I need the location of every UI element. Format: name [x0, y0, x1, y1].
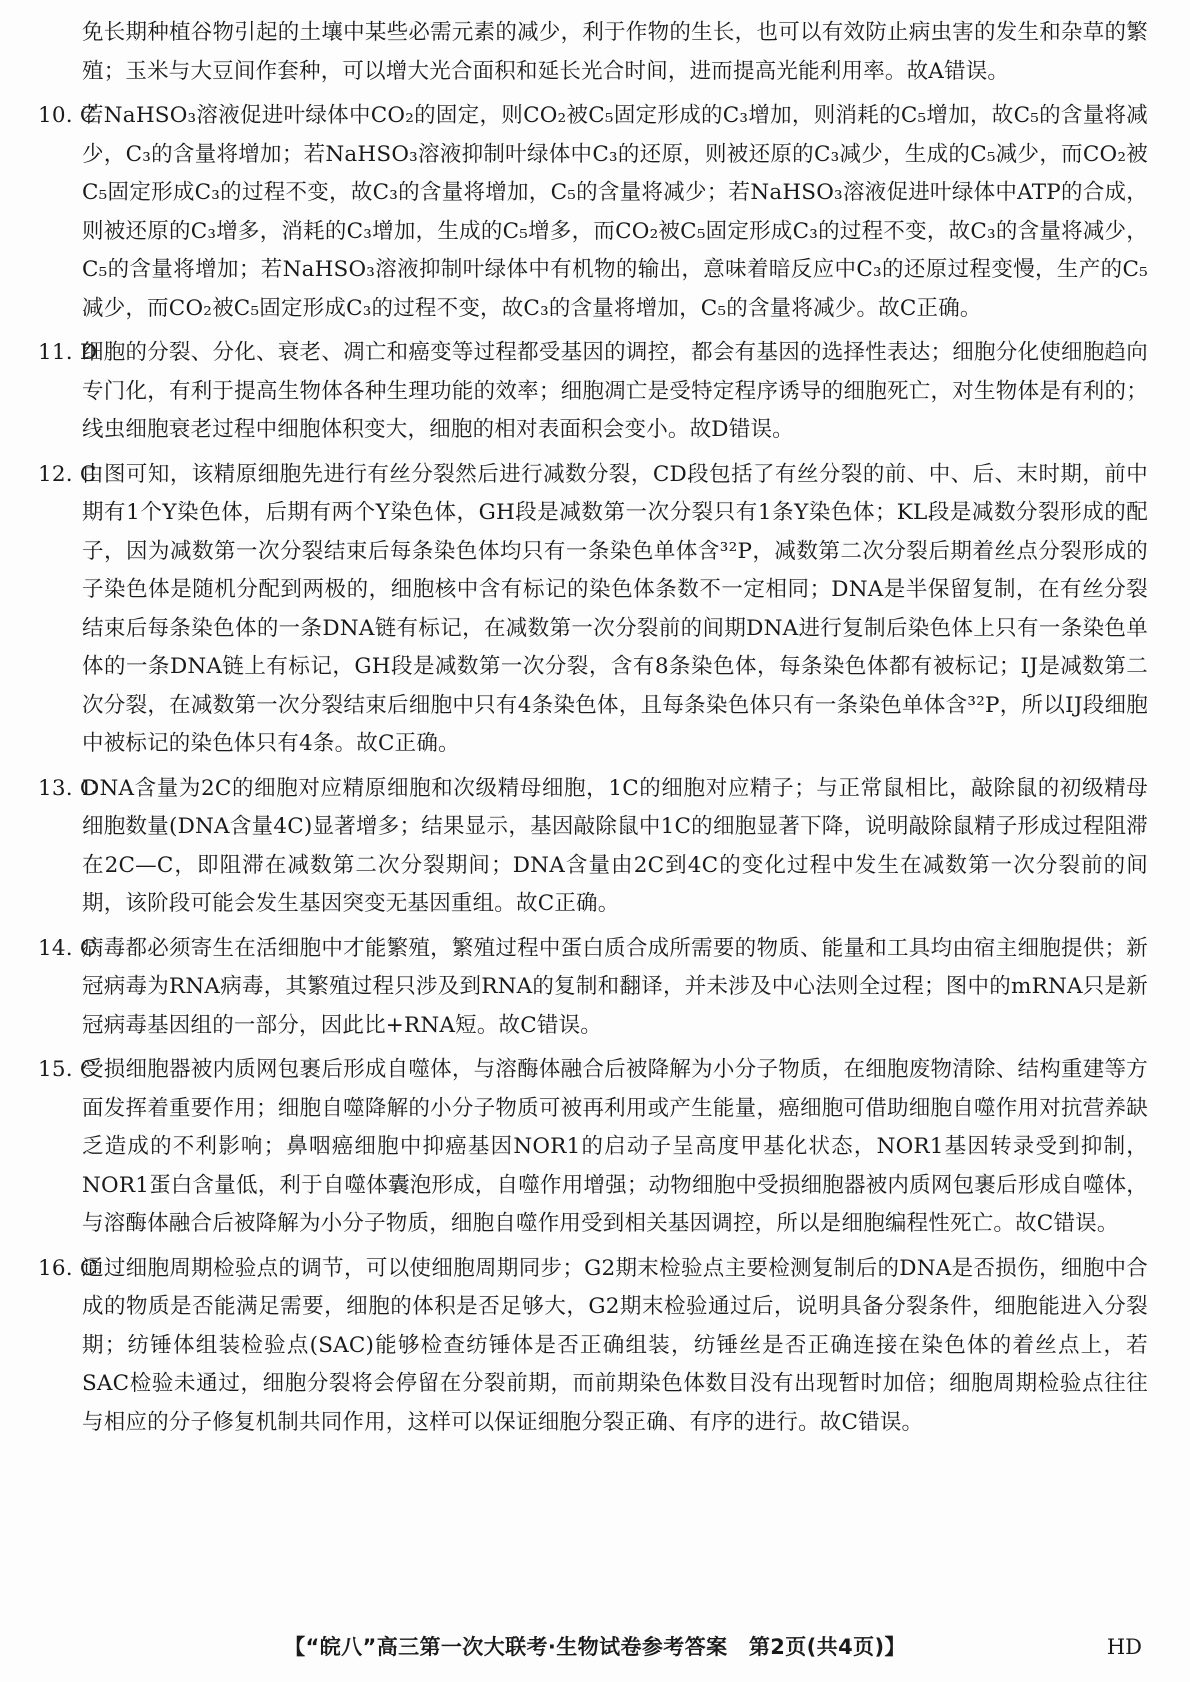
- answer-block: [38, 456, 1148, 764]
- answer-label: 12. C: [38, 461, 97, 487]
- footer-title: 【“皖八”高三第一次大联考·生物试卷参考答案 第2页(共4页)】: [284, 1635, 906, 1659]
- answer-block: [38, 334, 1148, 450]
- answer-label: 14. C: [38, 935, 97, 961]
- answer-block: [38, 97, 1148, 328]
- answer-item-14: [38, 930, 1148, 1046]
- answer-item-16: [38, 1250, 1148, 1443]
- answer-item-11: [38, 334, 1148, 450]
- continued-paragraph: 免长期种植谷物引起的土壤中某些必需元素的减少，利于作物的生长，也可以有效防止病虫害的发生和杂草的繁殖；玉米与大豆间作套种，可以增大光合面积和延长光合时间，进而提高光能利用率。故A错误。: [82, 20, 1148, 84]
- answer-label: 11. D: [38, 340, 98, 365]
- answer-label: 10. C: [38, 103, 97, 128]
- answer-text: 细胞的分裂、分化、衰老、凋亡和癌变等过程都受基因的调控，都会有基因的选择性表达；细胞分化使细胞趋向专门化，有利于提高生物体各种生理功能的效率；细胞凋亡是受特定程序诱导的细胞死亡，对生物体是有利的；线虫细胞衰老过程中细胞体积变大，细胞的相对表面积会变小。故D错误。: [82, 340, 1148, 442]
- answer-item-13: [38, 770, 1148, 924]
- answer-text: 通过细胞周期检验点的调节，可以使细胞周期同步；G2期末检验点主要检测复制后的DNA是否损伤，细胞中合成的物质是否能满足需要，细胞的体积是否足够大，G2期末检验通过后，说明具备分裂条件，细胞能进入分裂期；纺锤体组装检验点(SAC)能够检查纺锤体是否正确组装，纺锤丝是否正确连接在染色体的着丝点上，若SAC检验未通过，细胞分裂将会停留在分裂前期，而前期染色体数目没有出现暂时加倍；细胞周期检验点往往与相应的分子修复机制共同作用，这样可以保证细胞分裂正确、有序的进行。故C错误。: [82, 1255, 1148, 1435]
- answer-text: 由图可知，该精原细胞先进行有丝分裂然后进行减数分裂，CD段包括了有丝分裂的前、中、后、末时期，前中期有1个Y染色体，后期有两个Y染色体，GH段是减数第一次分裂只有1条Y染色体；KL段是减数分裂形成的配子，因为减数第一次分裂结束后每条染色体均只有一条染色单体含³²P，减数第二次分裂后期着丝点分裂形成的子染色体是随机分配到两极的，细胞核中含有标记的染色体条数不一定相同；DNA是半保留复制，在有丝分裂结束后每条染色体的一条DNA链有标记，在减数第一次分裂前的间期DNA进行复制后染色体上只有一条染色单体的一条DNA链上有标记，GH段是减数第一次分裂，含有8条染色体，每条染色体都有被标记；IJ是减数第二次分裂，在减数第一次分裂结束后细胞中只有4条染色体，且每条染色体只有一条染色单体含³²P，所以IJ段细胞中被标记的染色体只有4条。故C正确。: [82, 461, 1148, 756]
- footer-code: HD: [1106, 1635, 1142, 1659]
- answer-text: 若NaHSO₃溶液促进叶绿体中CO₂的固定，则CO₂被C₅固定形成的C₃增加，则消耗的C₅增加，故C₅的含量将减少，C₃的含量将增加；若NaHSO₃溶液抑制叶绿体中C₃的还原，则被还原的C₃减少，生成的C₅减少，而CO₂被C₅固定形成C₃的过程不变，故C₃的含量将增加，C₅的含量将减少；若NaHSO₃溶液促进叶绿体中ATP的合成，则被还原的C₃增多，消耗的C₃增加，生成的C₅增多，而CO₂被C₅固定形成C₃的过程不变，故C₃的含量将减少，C₅的含量将增加；若NaHSO₃溶液抑制叶绿体中有机物的输出，意味着暗反应中C₃的还原过程变慢，生产的C₅减少，而CO₂被C₅固定形成C₃的过程不变，故C₃的含量将增加，C₅的含量将减少。故C正确。: [82, 103, 1148, 321]
- answer-label: 15. C: [38, 1057, 97, 1082]
- answer-item-12: [38, 456, 1148, 764]
- answer-content: [38, 14, 1148, 1442]
- answer-label: 13. C: [38, 775, 97, 801]
- answer-item-15: [38, 1051, 1148, 1244]
- page-footer: [0, 1630, 1190, 1664]
- answer-block: [38, 1250, 1148, 1443]
- answer-text: 病毒都必须寄生在活细胞中才能繁殖，繁殖过程中蛋白质合成所需要的物质、能量和工具均由宿主细胞提供；新冠病毒为RNA病毒，其繁殖过程只涉及到RNA的复制和翻译，并未涉及中心法则全过程；图中的mRNA只是新冠病毒基因组的一部分，因此比+RNA短。故C错误。: [82, 935, 1148, 1038]
- answer-item-10: [38, 97, 1148, 328]
- answer-block: [38, 930, 1148, 1046]
- answer-block: [38, 1051, 1148, 1244]
- answer-block: [38, 770, 1148, 924]
- answer-text: 受损细胞器被内质网包裹后形成自噬体，与溶酶体融合后被降解为小分子物质，在细胞废物清除、结构重建等方面发挥着重要作用；细胞自噬降解的小分子物质可被再利用或产生能量，癌细胞可借助细胞自噬作用对抗营养缺乏造成的不利影响；鼻咽癌细胞中抑癌基因NOR1的启动子呈高度甲基化状态，NOR1基因转录受到抑制，NOR1蛋白含量低，利于自噬体囊泡形成，自噬作用增强；动物细胞中受损细胞器被内质网包裹后形成自噬体，与溶酶体融合后被降解为小分子物质，细胞自噬作用受到相关基因调控，所以是细胞编程性死亡。故C错误。: [82, 1057, 1148, 1236]
- answer-label: 16. C: [38, 1255, 97, 1281]
- answer-text: DNA含量为2C的细胞对应精原细胞和次级精母细胞，1C的细胞对应精子；与正常鼠相比，敲除鼠的初级精母细胞数量(DNA含量4C)显著增多；结果显示，基因敲除鼠中1C的细胞显著下降，说明敲除鼠精子形成过程阻滞在2C—C，即阻滞在减数第二次分裂期间；DNA含量由2C到4C的变化过程中发生在减数第一次分裂前的间期，该阶段可能会发生基因突变无基因重组。故C正确。: [82, 775, 1148, 916]
